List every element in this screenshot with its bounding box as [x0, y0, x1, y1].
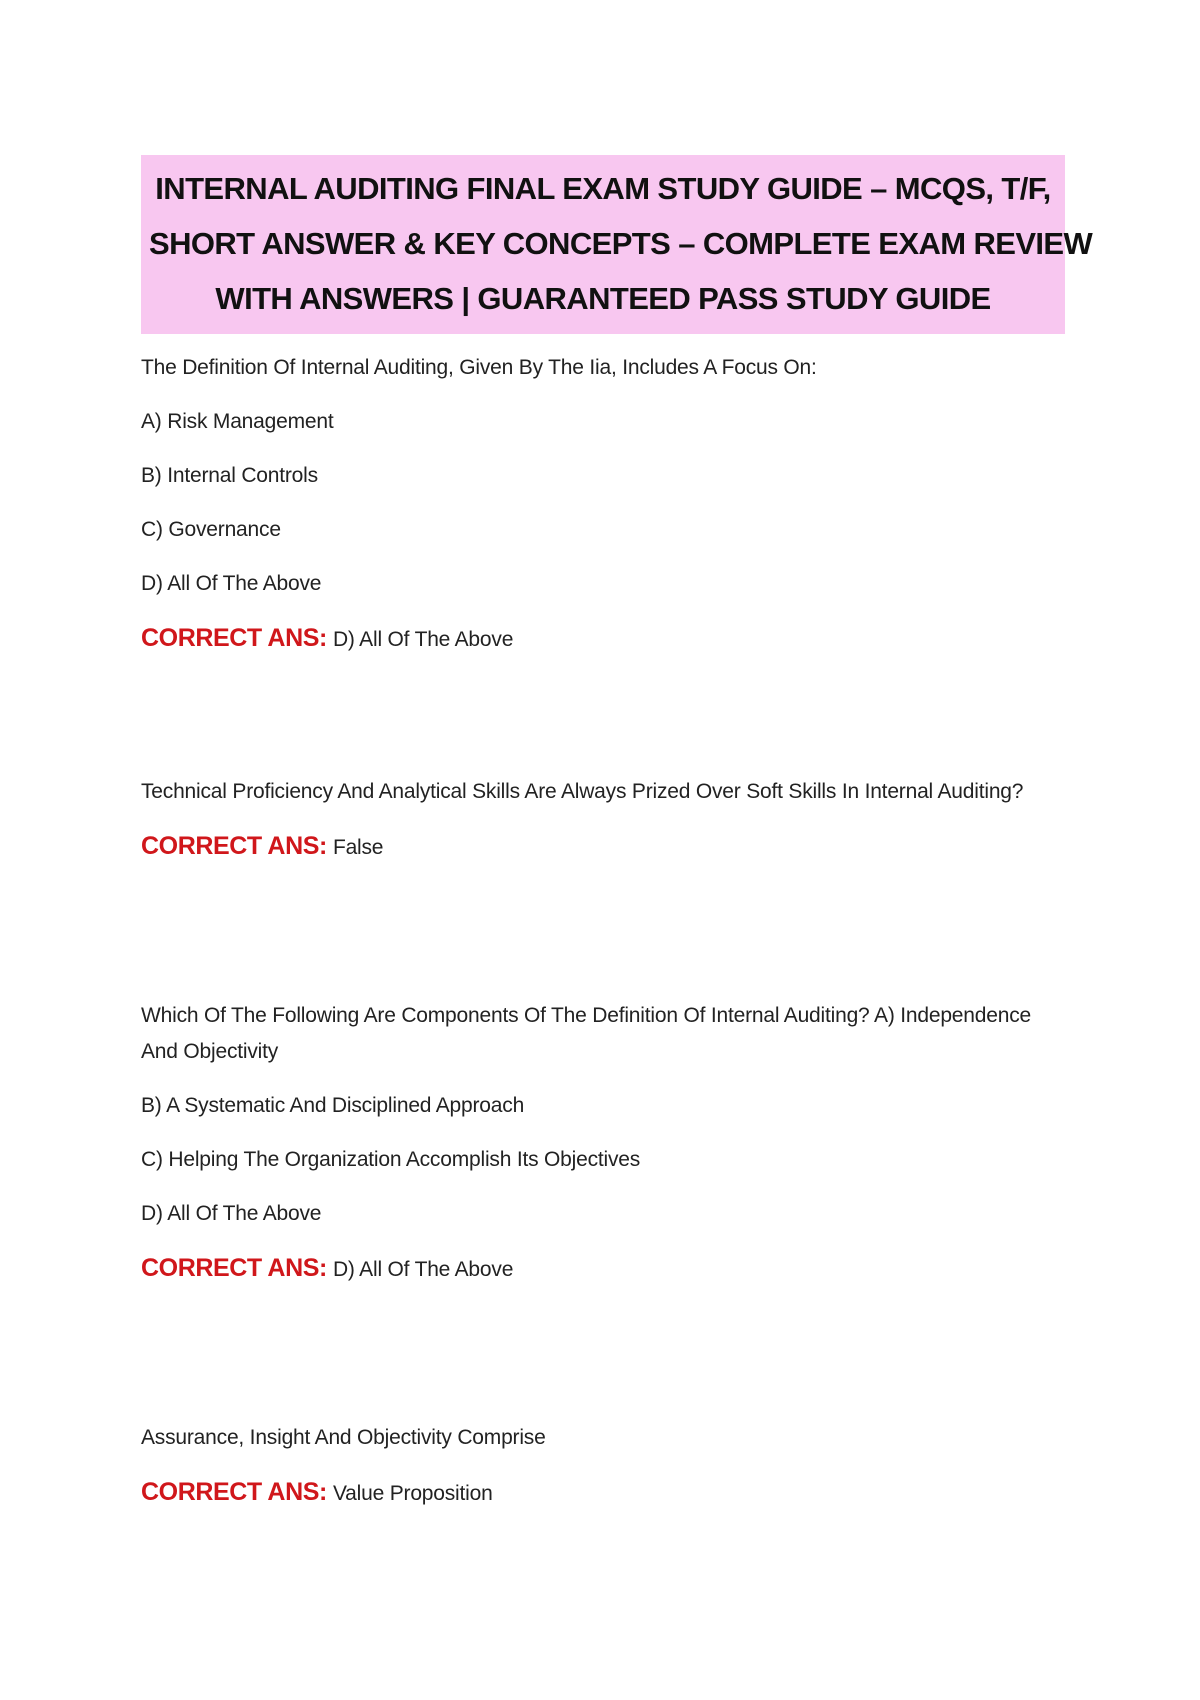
option-d: D) All Of The Above: [141, 572, 322, 595]
title-line-1: INTERNAL AUDITING FINAL EXAM STUDY GUIDE – MCQS, T/F,: [155, 171, 1051, 206]
spacer: [141, 1288, 1065, 1404]
question-block-3: [141, 998, 1065, 1288]
option-d: D) All Of The Above: [141, 1202, 322, 1225]
title-line-2: SHORT ANSWER & KEY CONCEPTS – COMPLETE EXAM REVIEW: [149, 226, 1093, 261]
question-text: Technical Proficiency And Analytical Skills Are Always Prized Over Soft Skills In Internal Auditing?: [141, 780, 1024, 803]
correct-answer: [141, 620, 1065, 658]
correct-answer-value: D) All Of The Above: [332, 628, 514, 651]
correct-answer-label: CORRECT ANS:: [141, 624, 327, 652]
question-text: Which Of The Following Are Components Of The Definition Of Internal Auditing? A) Independence And Objectivity: [141, 1004, 1031, 1063]
spacer: [141, 866, 1065, 982]
correct-answer-value: False: [332, 836, 384, 859]
correct-answer-label: CORRECT ANS:: [141, 1254, 327, 1282]
correct-answer-value: Value Proposition: [332, 1482, 493, 1505]
question-text: The Definition Of Internal Auditing, Given By The Iia, Includes A Focus On:: [141, 356, 817, 379]
question-block-4: [141, 1420, 1065, 1512]
correct-answer: [141, 828, 1065, 866]
correct-answer-label: CORRECT ANS:: [141, 1478, 327, 1506]
question-block-1: [141, 350, 1065, 658]
title-banner: [141, 155, 1093, 334]
document-page: [141, 155, 1093, 1512]
title-line-3: WITH ANSWERS | GUARANTEED PASS STUDY GUIDE: [215, 281, 991, 316]
option-b: B) Internal Controls: [141, 464, 318, 487]
correct-answer-value: D) All Of The Above: [332, 1258, 514, 1281]
question-block-2: [141, 774, 1065, 866]
option-a: A) Risk Management: [141, 410, 334, 433]
questions-list: [141, 350, 1065, 1512]
option-b: B) A Systematic And Disciplined Approach: [141, 1094, 525, 1117]
option-c: C) Helping The Organization Accomplish Its Objectives: [141, 1148, 641, 1171]
correct-answer-label: CORRECT ANS:: [141, 832, 327, 860]
question-text: Assurance, Insight And Objectivity Comprise: [141, 1426, 546, 1449]
correct-answer: [141, 1474, 1065, 1512]
spacer: [141, 658, 1065, 758]
correct-answer: [141, 1250, 1065, 1288]
option-c: C) Governance: [141, 518, 281, 541]
